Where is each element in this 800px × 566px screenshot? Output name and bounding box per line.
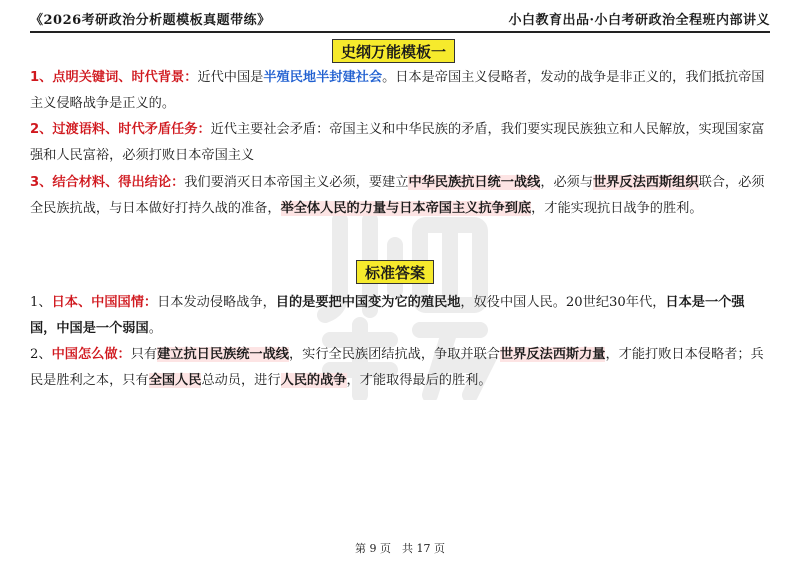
point-text: ，才能取得最后的胜利。 <box>346 373 492 388</box>
point-text: 只有 <box>130 347 158 362</box>
publisher-label: 小白教育出品·小白考研政治全程班内部讲义 <box>508 12 770 28</box>
template-point-2 <box>30 117 770 169</box>
point-text: 总动员，进行 <box>201 373 281 388</box>
point-text: 联合，必须全民族抗战，与日本做好打持久战的准备， <box>30 175 765 216</box>
document-title: 《2026考研政治分析题模板真题带练》 <box>30 12 271 28</box>
point-label: 过渡语料、时代矛盾任务 <box>52 122 198 137</box>
point-number: 1、 <box>30 70 53 85</box>
point-colon: ： <box>197 122 211 137</box>
keyword-highlight: 世界反法西斯组织 <box>593 175 699 190</box>
template-point-3 <box>30 170 770 222</box>
point-text: ，才能实现抗日战争的胜利。 <box>531 201 703 216</box>
point-label: 点明关键词、时代背景 <box>52 70 185 85</box>
point-number: 2、 <box>30 347 52 362</box>
section-title-template: 史纲万能模板一 <box>332 39 455 63</box>
point-text: ，实行全民族团结抗战，争取并联合 <box>288 347 500 362</box>
keyword-highlight: 举全体人民的力量与日本帝国主义抗争到底 <box>280 201 532 216</box>
answer-point-2 <box>30 342 770 394</box>
template-point-1 <box>30 65 770 117</box>
keyword-highlight: 人民的战争 <box>280 373 347 388</box>
point-number: 2、 <box>30 122 53 137</box>
point-text: ，奴役中国人民。20世纪30年代， <box>460 295 666 310</box>
point-colon: ： <box>171 175 185 190</box>
page-header <box>30 6 770 30</box>
point-text: 日本发动侵略战争， <box>157 295 276 310</box>
point-text: 。日本是帝国主义侵略者，发动的战争是非正义的，我们抵抗帝国主义侵略战争是正义的。 <box>30 70 765 111</box>
point-text: 我们要消灭日本帝国主义必须，要建立 <box>184 175 409 190</box>
point-text: ，才能打败日本侵略者；兵民是胜利之本，只有 <box>30 347 764 388</box>
point-colon: ： <box>117 347 131 362</box>
point-text: 近代中国是 <box>197 70 264 85</box>
header-divider <box>30 31 770 33</box>
bold-text: 目的是要把中国变为它的殖民地 <box>275 295 461 310</box>
point-colon: ： <box>143 295 158 310</box>
keyword-highlight: 世界反法西斯力量 <box>499 347 606 362</box>
point-label: 结合材料、得出结论 <box>52 175 172 190</box>
point-text: ，必须与 <box>540 175 594 190</box>
keyword-highlight: 全国人民 <box>148 373 202 388</box>
point-number: 3、 <box>30 175 53 190</box>
keyword-highlight: 建立抗日民族统一战线 <box>157 347 289 362</box>
point-text: 。 <box>148 321 162 336</box>
point-label: 中国怎么做 <box>51 347 118 362</box>
page-number: 第 9 页 共 17 页 <box>355 542 445 555</box>
bold-text: 日本是一个强国，中国是一个弱国 <box>30 295 745 336</box>
keyword-highlight: 中华民族抗日统一战线 <box>408 175 541 190</box>
section-title-answer: 标准答案 <box>356 260 434 284</box>
keyword-highlight: 半殖民地半封建社会 <box>263 70 383 85</box>
point-number: 1、 <box>30 295 52 310</box>
point-label: 日本、中国国情 <box>51 295 144 310</box>
answer-point-1 <box>30 290 770 342</box>
point-colon: ： <box>184 70 198 85</box>
point-text: 近代主要社会矛盾：帝国主义和中华民族的矛盾，我们要实现民族独立和人民解放，实现国家富强和人民富裕，必须打败日本帝国主义 <box>30 122 765 163</box>
